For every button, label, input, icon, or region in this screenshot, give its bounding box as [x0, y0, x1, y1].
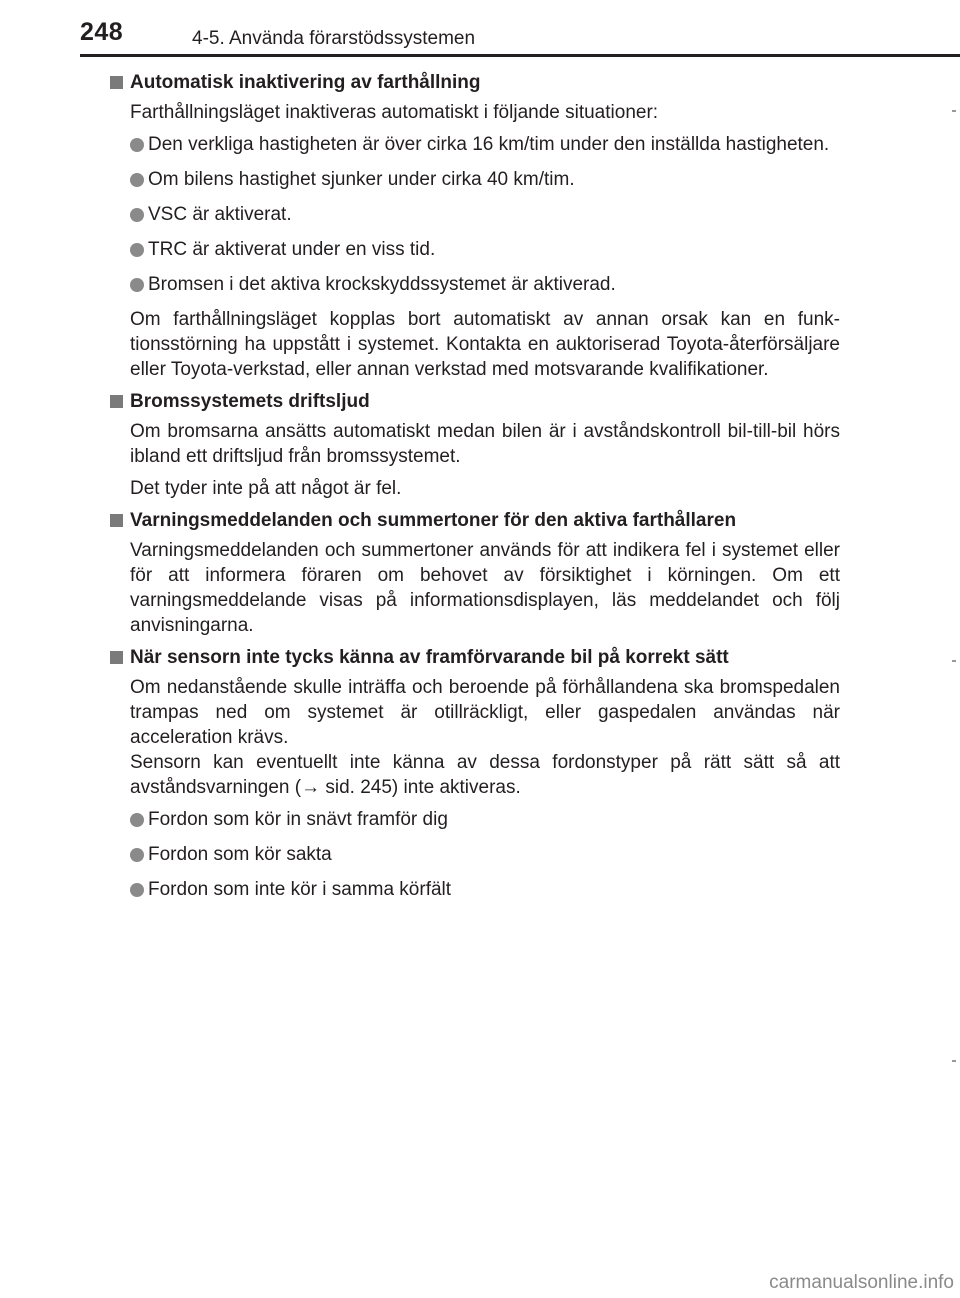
- square-bullet-icon: [110, 514, 123, 527]
- section-heading-text: När sensorn inte tycks känna av framförvarande bil på korrekt sätt: [130, 647, 729, 668]
- section: [110, 645, 840, 902]
- circle-bullet-icon: [130, 883, 144, 897]
- bullet-item: [130, 877, 840, 902]
- section-heading: [110, 70, 840, 96]
- circle-bullet-icon: [130, 138, 144, 152]
- edge-mark: [952, 110, 956, 112]
- bullet-text: Om bilens hastighet sjunker under cirka 40 km/tim.: [148, 169, 575, 190]
- circle-bullet-icon: [130, 243, 144, 257]
- circle-bullet-icon: [130, 208, 144, 222]
- square-bullet-icon: [110, 651, 123, 664]
- header-rule: [80, 54, 960, 57]
- section: [110, 70, 840, 382]
- bullet-item: [130, 202, 840, 227]
- section-heading: [110, 508, 840, 534]
- circle-bullet-icon: [130, 848, 144, 862]
- bullet-text: VSC är aktiverat.: [148, 204, 292, 225]
- square-bullet-icon: [110, 76, 123, 89]
- footer-watermark: carmanualsonline.info: [769, 1272, 954, 1293]
- section-title: 4-5. Använda förarstödssystemen: [192, 28, 476, 49]
- bullet-text: Bromsen i det aktiva krockskyddssystemet är aktiverad.: [148, 274, 616, 295]
- section-heading-text: Automatisk inaktivering av farthållning: [130, 72, 481, 93]
- bullet-text: Den verkliga hastigheten är över cirka 16 km/tim under den inställda hastigheten.: [148, 134, 830, 155]
- section-heading-text: Varningsmeddelanden och summertoner för den aktiva farthållaren: [130, 510, 737, 531]
- section-heading: [110, 645, 840, 671]
- bullet-text: Fordon som inte kör i samma körfält: [148, 879, 452, 900]
- bullet-item: [130, 807, 840, 832]
- paragraph: Varningsmeddelanden och summertoner används för att indikera fel i systemet eller för att informera föraren om behovet av försiktighet i körningen. Om ett varningsmeddelande visas på informationsdisplayen, läs meddelandet och följ anvisningarna.: [130, 540, 840, 636]
- bullet-text: Fordon som kör sakta: [148, 844, 332, 865]
- section: [110, 389, 840, 501]
- edge-mark: [952, 660, 956, 662]
- bullet-item: [130, 237, 840, 262]
- circle-bullet-icon: [130, 173, 144, 187]
- paragraph: Det tyder inte på att något är fel.: [130, 478, 402, 499]
- circle-bullet-icon: [130, 278, 144, 292]
- edge-mark: [952, 1060, 956, 1062]
- circle-bullet-icon: [130, 813, 144, 827]
- square-bullet-icon: [110, 395, 123, 408]
- paragraph: Om farthållningsläget kopplas bort automatiskt av annan orsak kan en funktionsstörning ha uppstått i systemet. Kontakta en auktoriserad Toyota-återförsäljare eller Toyota-verkstad, eller annan verkstad med motsvarande kvalifikationer.: [130, 309, 840, 380]
- section-heading-text: Bromssystemets driftsljud: [130, 391, 370, 412]
- bullet-text: TRC är aktiverat under en viss tid.: [148, 239, 436, 260]
- section: [110, 508, 840, 638]
- page-number: 248: [80, 18, 124, 46]
- bullet-text: Fordon som kör in snävt framför dig: [148, 809, 448, 830]
- paragraph: Om bromsarna ansätts automatiskt medan bilen är i avståndskontroll bil-till-bil hörs ibland ett driftsljud från bromssystemet.: [130, 421, 840, 467]
- bullet-item: [130, 132, 840, 157]
- bullet-item: [130, 272, 840, 297]
- manual-content: [110, 70, 840, 912]
- bullet-item: [130, 167, 840, 192]
- paragraph: Om nedanstående skulle inträffa och beroende på förhållandena ska bromspedalen trampas ned om systemet är otillräckligt, eller gaspedalen användas när acceleration krävs. Sensorn kan eventuellt inte känna av dessa fordonstyper på rätt sätt så att avståndsvarningen (→ sid. 245) inte aktiveras.: [130, 677, 840, 798]
- bullet-item: [130, 842, 840, 867]
- paragraph: Farthållningsläget inaktiveras automatiskt i följande situationer:: [130, 102, 659, 123]
- page-header: [0, 0, 960, 56]
- section-heading: [110, 389, 840, 415]
